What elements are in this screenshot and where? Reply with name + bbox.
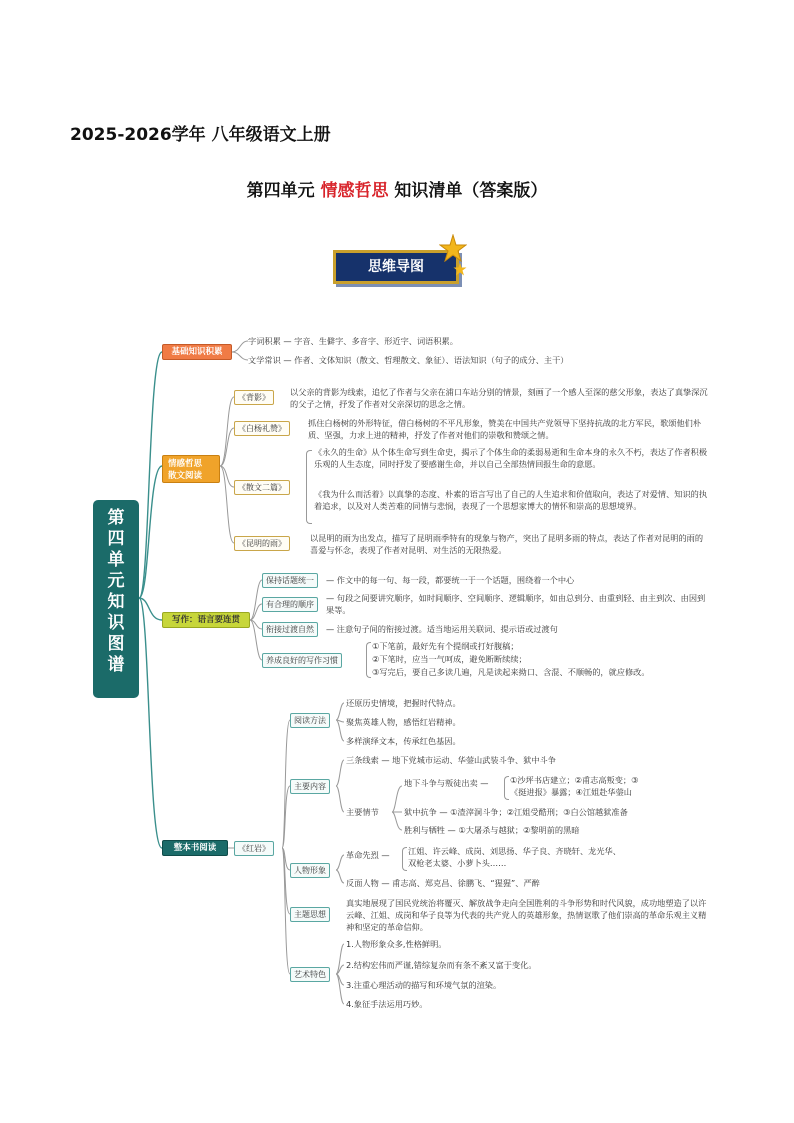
- prose-sanwen-desc-1: 《永久的生命》从个体生命写到生命史，揭示了个体生命的柔弱易逝和生命本身的永久不朽，表达了作者积极乐观的人生态度，同时抒发了要感谢生命，并以自己全部热情回报生命的意愿。: [314, 447, 708, 469]
- characters-heroes-2: 双枪老太婆、小萝卜头……: [408, 858, 507, 868]
- branch-writing: 写作：语言要连贯: [162, 612, 250, 628]
- art-item-3: 3.注重心理活动的描写和环境气氛的渲染。: [346, 980, 502, 990]
- art-item-2: 2.结构宏伟而严谨,错综复杂而有条不紊又富于变化。: [346, 960, 537, 970]
- mindmap-banner-label: 思维导图: [333, 250, 459, 284]
- book-hongyan: 《红岩》: [234, 841, 274, 856]
- plot-underground: 地下斗争与叛徒出卖 —: [404, 778, 489, 788]
- prose-sanwen: 《散文二篇》: [234, 480, 290, 495]
- reading-method-2: 聚焦英雄人物，感悟红岩精神。: [346, 717, 461, 727]
- writing-topic-desc: — 作文中的每一句、每一段，都要统一于一个话题，围绕着一个中心: [326, 575, 575, 585]
- prose-baiyang-desc: 抓住白杨树的外形特征，借白杨树的不平凡形象，赞美在中国共产党领导下坚持抗战的北方军民，歌颂他们朴质、坚强，力求上进的精神，抒发了作者对他们的崇敬和赞颂之情。: [308, 418, 702, 440]
- branch-whole-book: 整本书阅读: [162, 840, 228, 856]
- hongyan-main-content: 主要内容: [290, 779, 330, 794]
- writing-transition: 衔接过渡自然: [262, 622, 318, 637]
- root-char: 四: [107, 529, 125, 549]
- document-title: 2025-2026学年 八年级语文上册: [70, 125, 331, 145]
- plot-underground-desc-2: 《挺进报》暴露；④江姐赴华蓥山: [510, 787, 632, 797]
- plot-victory: 胜利与牺牲 — ①大屠杀与越狱；②黎明前的黑暗: [404, 825, 580, 835]
- root-char: 元: [107, 571, 125, 591]
- prose-kunming: 《昆明的雨》: [234, 536, 290, 551]
- writing-habit-2: ②下笔时，应当一气呵成，避免断断续续；: [372, 654, 527, 664]
- writing-habit-1: ①下笔前，最好先有个提纲或打好腹稿；: [372, 641, 519, 651]
- characters-villains: 反面人物 — 甫志高、郑克昌、徐鹏飞、“猩猩”、严醉: [346, 878, 540, 888]
- art-item-4: 4.象征手法运用巧妙。: [346, 999, 428, 1009]
- unit-title-prefix: 第四单元: [246, 181, 321, 201]
- branch-basic-knowledge: 基础知识积累: [162, 344, 232, 360]
- characters-heroes-label: 革命先烈 —: [346, 850, 390, 860]
- root-char: 图: [107, 634, 125, 654]
- characters-heroes-1: 江姐、许云峰、成岗、刘思扬、华子良、齐晓轩、龙光华、: [408, 846, 621, 856]
- basic-item-vocab: 字词积累 — 字音、生僻字、多音字、形近字、词语积累。: [248, 336, 458, 346]
- reading-method-3: 多样演绎文本，传承红色基因。: [346, 736, 461, 746]
- root-char: 知: [107, 592, 125, 612]
- root-char: 识: [107, 613, 125, 633]
- content-plot-label: 主要情节: [346, 807, 379, 817]
- branch-prose-reading: 情感哲思 散文阅读: [162, 455, 220, 483]
- theme-desc: 真实地展现了国民党统治将覆灭、解放战争走向全国胜利的斗争形势和时代风貌，成功地塑造了以许云峰、江姐、成岗和华子良等为代表的共产党人的英雄形象，热情讴歌了他们崇高的革命乐观主义精神和坚定的革命信仰。: [346, 898, 707, 932]
- prose-kunming-desc: 以昆明的雨为出发点，描写了昆明雨季特有的现象与物产，突出了昆明多雨的特点，表达了作者对昆明的雨的喜爱与怀念，表现了作者对昆明、对生活的无限热爱。: [310, 533, 704, 555]
- writing-topic: 保持话题统一: [262, 573, 318, 588]
- writing-transition-desc: — 注意句子间的衔接过渡。适当地运用关联词、提示语或过渡句: [326, 624, 558, 634]
- writing-habit-3: ③写完后，要自己多读几遍，凡是读起来拗口、含混、不顺畅的，就应修改。: [372, 667, 650, 677]
- basic-item-literature: 文学常识 — 作者、文体知识（散文、哲理散文、象征）、语法知识（句子的成分、主干）: [248, 355, 569, 365]
- plot-underground-desc-1: ①沙坪书店建立；②甫志高叛变；③: [510, 775, 639, 785]
- root-char: 单: [107, 550, 125, 570]
- writing-order-desc: — 句段之间要讲究顺序，如时间顺序、空间顺序、逻辑顺序，如由总到分、由重到轻、由主到次、由因到果等。: [326, 593, 706, 615]
- prose-baiyang: 《白杨礼赞》: [234, 421, 290, 436]
- writing-habits: 养成良好的写作习惯: [262, 653, 342, 668]
- plot-prison: 狱中抗争 — ①渣滓洞斗争；②江姐受酷刑；③白公馆越狱准备: [404, 807, 628, 817]
- art-item-1: 1.人物形象众多,性格鲜明。: [346, 939, 447, 949]
- prose-sanwen-desc-2: 《我为什么而活着》以真挚的态度、朴素的语言写出了自己的人生追求和价值取向，表达了对爱情、知识的执着追求，以及对人类苦难的同情与悲悯，表现了一个思想家博大的情怀和崇高的思想境界。: [314, 489, 708, 511]
- hongyan-reading-methods: 阅读方法: [290, 713, 330, 728]
- reading-method-1: 还原历史情境，把握时代特点。: [346, 698, 461, 708]
- prose-beiying: 《背影》: [234, 390, 274, 405]
- unit-title-highlight: 情感哲思: [320, 181, 389, 201]
- content-three-lines: 三条线索 — 地下党城市运动、华蓥山武装斗争、狱中斗争: [346, 755, 556, 765]
- hongyan-characters: 人物形象: [290, 863, 330, 878]
- root-char: 谱: [107, 655, 125, 675]
- writing-order: 有合理的顺序: [262, 597, 318, 612]
- hongyan-art: 艺术特色: [290, 967, 330, 982]
- hongyan-theme: 主题思想: [290, 907, 330, 922]
- unit-title-suffix: 知识清单（答案版）: [388, 181, 548, 201]
- root-char: 第: [107, 508, 125, 528]
- prose-beiying-desc: 以父亲的背影为线索，追忆了作者与父亲在浦口车站分别的情景，刻画了一个感人至深的慈父形象，表达了真挚深沉的父子之情，抒发了作者对父亲深切的思念之情。: [290, 387, 708, 409]
